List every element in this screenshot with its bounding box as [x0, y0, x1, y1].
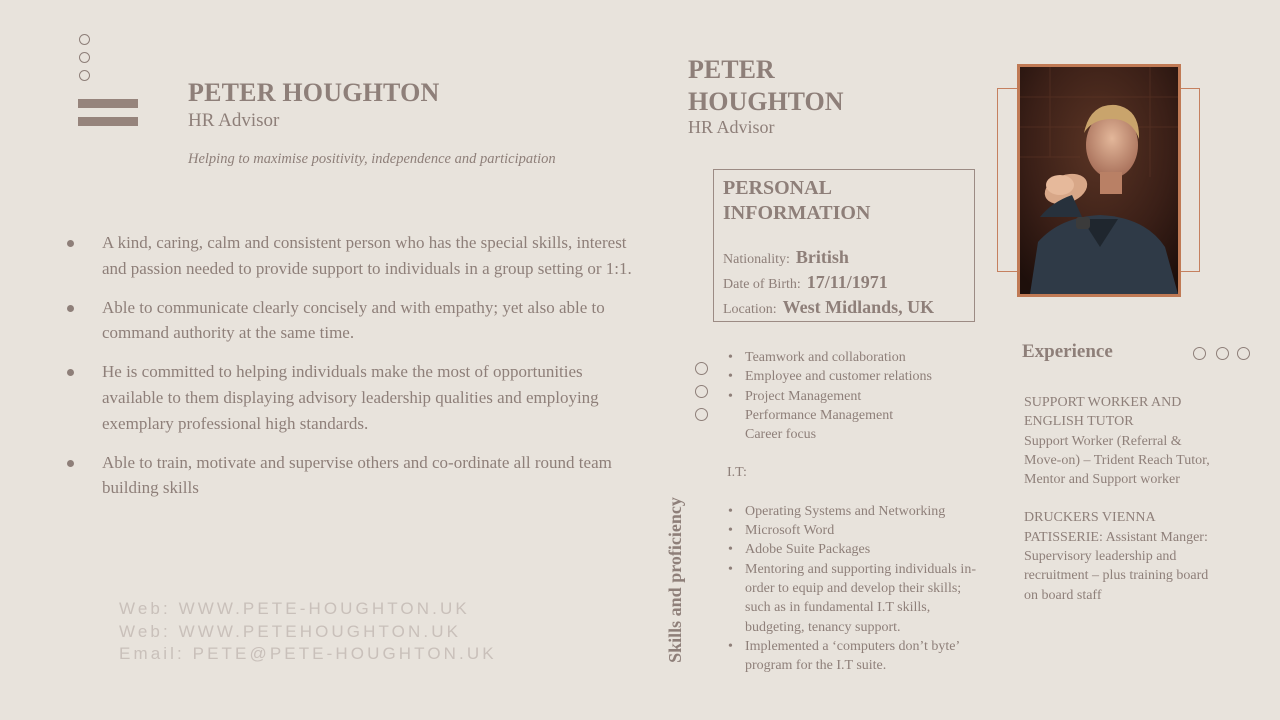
summary-list: [66, 230, 641, 514]
tagline: Helping to maximise positivity, independence and participation: [188, 151, 556, 167]
it-skill-item: • Implemented a ‘computers don’t byte’ program for the I.T suite.: [727, 637, 989, 676]
skill-item: • Employee and customer relations: [727, 367, 989, 386]
decor-circle-icon: [79, 34, 90, 45]
summary-item: A kind, caring, calm and consistent person who has the special skills, interest and passion needed to provide support to individuals in a group setting or 1:1.: [66, 230, 641, 282]
location-row: [723, 296, 974, 321]
job1-title: SUPPORT WORKER AND ENGLISH TUTOR: [1024, 395, 1182, 430]
job1-description: Support Worker (Referral & Move-on) – Trident Reach Tutor, Mentor and Support worker: [1024, 433, 1210, 488]
decor-circle-icon: [695, 408, 708, 421]
skills-heading-vertical: Skills and proficiency: [665, 497, 685, 663]
decor-bar-icon: [78, 99, 138, 108]
skill-item: • Project Management: [727, 387, 989, 406]
nationality-row: [723, 246, 974, 271]
experience-block: [1024, 393, 1214, 605]
website-link-1[interactable]: Web: WWW.PETE-HOUGHTON.UK: [119, 599, 470, 618]
summary-item: He is committed to helping individuals make the most of opportunities available to them displaying advisory leadership qualities and employing exemplary professional high standards.: [66, 359, 641, 436]
website-link-2[interactable]: Web: WWW.PETEHOUGHTON.UK: [119, 621, 462, 641]
personal-info-box: [713, 169, 975, 322]
location-label: Location:: [723, 302, 777, 317]
personal-info-title: PERSONAL INFORMATION: [723, 177, 871, 224]
contact-block: [119, 598, 497, 666]
location-value: West Midlands, UK: [782, 297, 935, 317]
skill-item: Career focus: [745, 427, 817, 443]
it-label: I.T:: [727, 465, 747, 481]
decor-circle-icon: [695, 385, 708, 398]
summary-item: Able to communicate clearly concisely and with empathy; yet also able to command authority at the same time.: [66, 295, 641, 347]
decor-circle-icon: [1237, 347, 1250, 360]
skills-list: [727, 348, 989, 675]
decor-bar-icon: [78, 117, 138, 126]
decor-circle-icon: [1216, 347, 1229, 360]
it-skill-item: • Operating Systems and Networking: [727, 502, 989, 521]
role-subtitle-left: HR Advisor: [188, 110, 280, 131]
it-skill-item: • Mentoring and supporting individuals in-order to equip and develop their skills; such as in fundamental I.T skills, budgeting, tenancy support.: [727, 560, 989, 637]
profile-photo: [1017, 64, 1181, 297]
dob-label: Date of Birth:: [723, 277, 801, 292]
role-subtitle-right: HR Advisor: [688, 117, 775, 137]
nationality-label: Nationality:: [723, 252, 790, 267]
it-skill-item: • Adobe Suite Packages: [727, 540, 989, 559]
dob-value: 17/11/1971: [806, 272, 888, 292]
decor-circle-icon: [695, 362, 708, 375]
nationality-value: British: [795, 247, 849, 267]
experience-heading: Experience: [1022, 341, 1113, 362]
job2-description: DRUCKERS VIENNA PATISSERIE: Assistant Manger: Supervisory leadership and recruitment – plus training board on board staff: [1024, 510, 1209, 603]
portrait-image: [1020, 67, 1178, 294]
name-heading-left: PETER HOUGHTON: [188, 78, 440, 107]
decor-circle-icon: [79, 70, 90, 81]
dob-row: [723, 271, 974, 296]
skill-item: Performance Management: [745, 407, 894, 423]
email-link[interactable]: Email: PETE@PETE-HOUGHTON.UK: [119, 644, 497, 663]
summary-item: Able to train, motivate and supervise others and co-ordinate all round team building skills: [66, 450, 641, 502]
it-skill-item: • Microsoft Word: [727, 521, 989, 540]
skill-item: • Teamwork and collaboration: [727, 348, 989, 367]
name-heading-right: PETER HOUGHTON: [688, 55, 844, 116]
decor-circle-icon: [1193, 347, 1206, 360]
decor-circle-icon: [79, 52, 90, 63]
